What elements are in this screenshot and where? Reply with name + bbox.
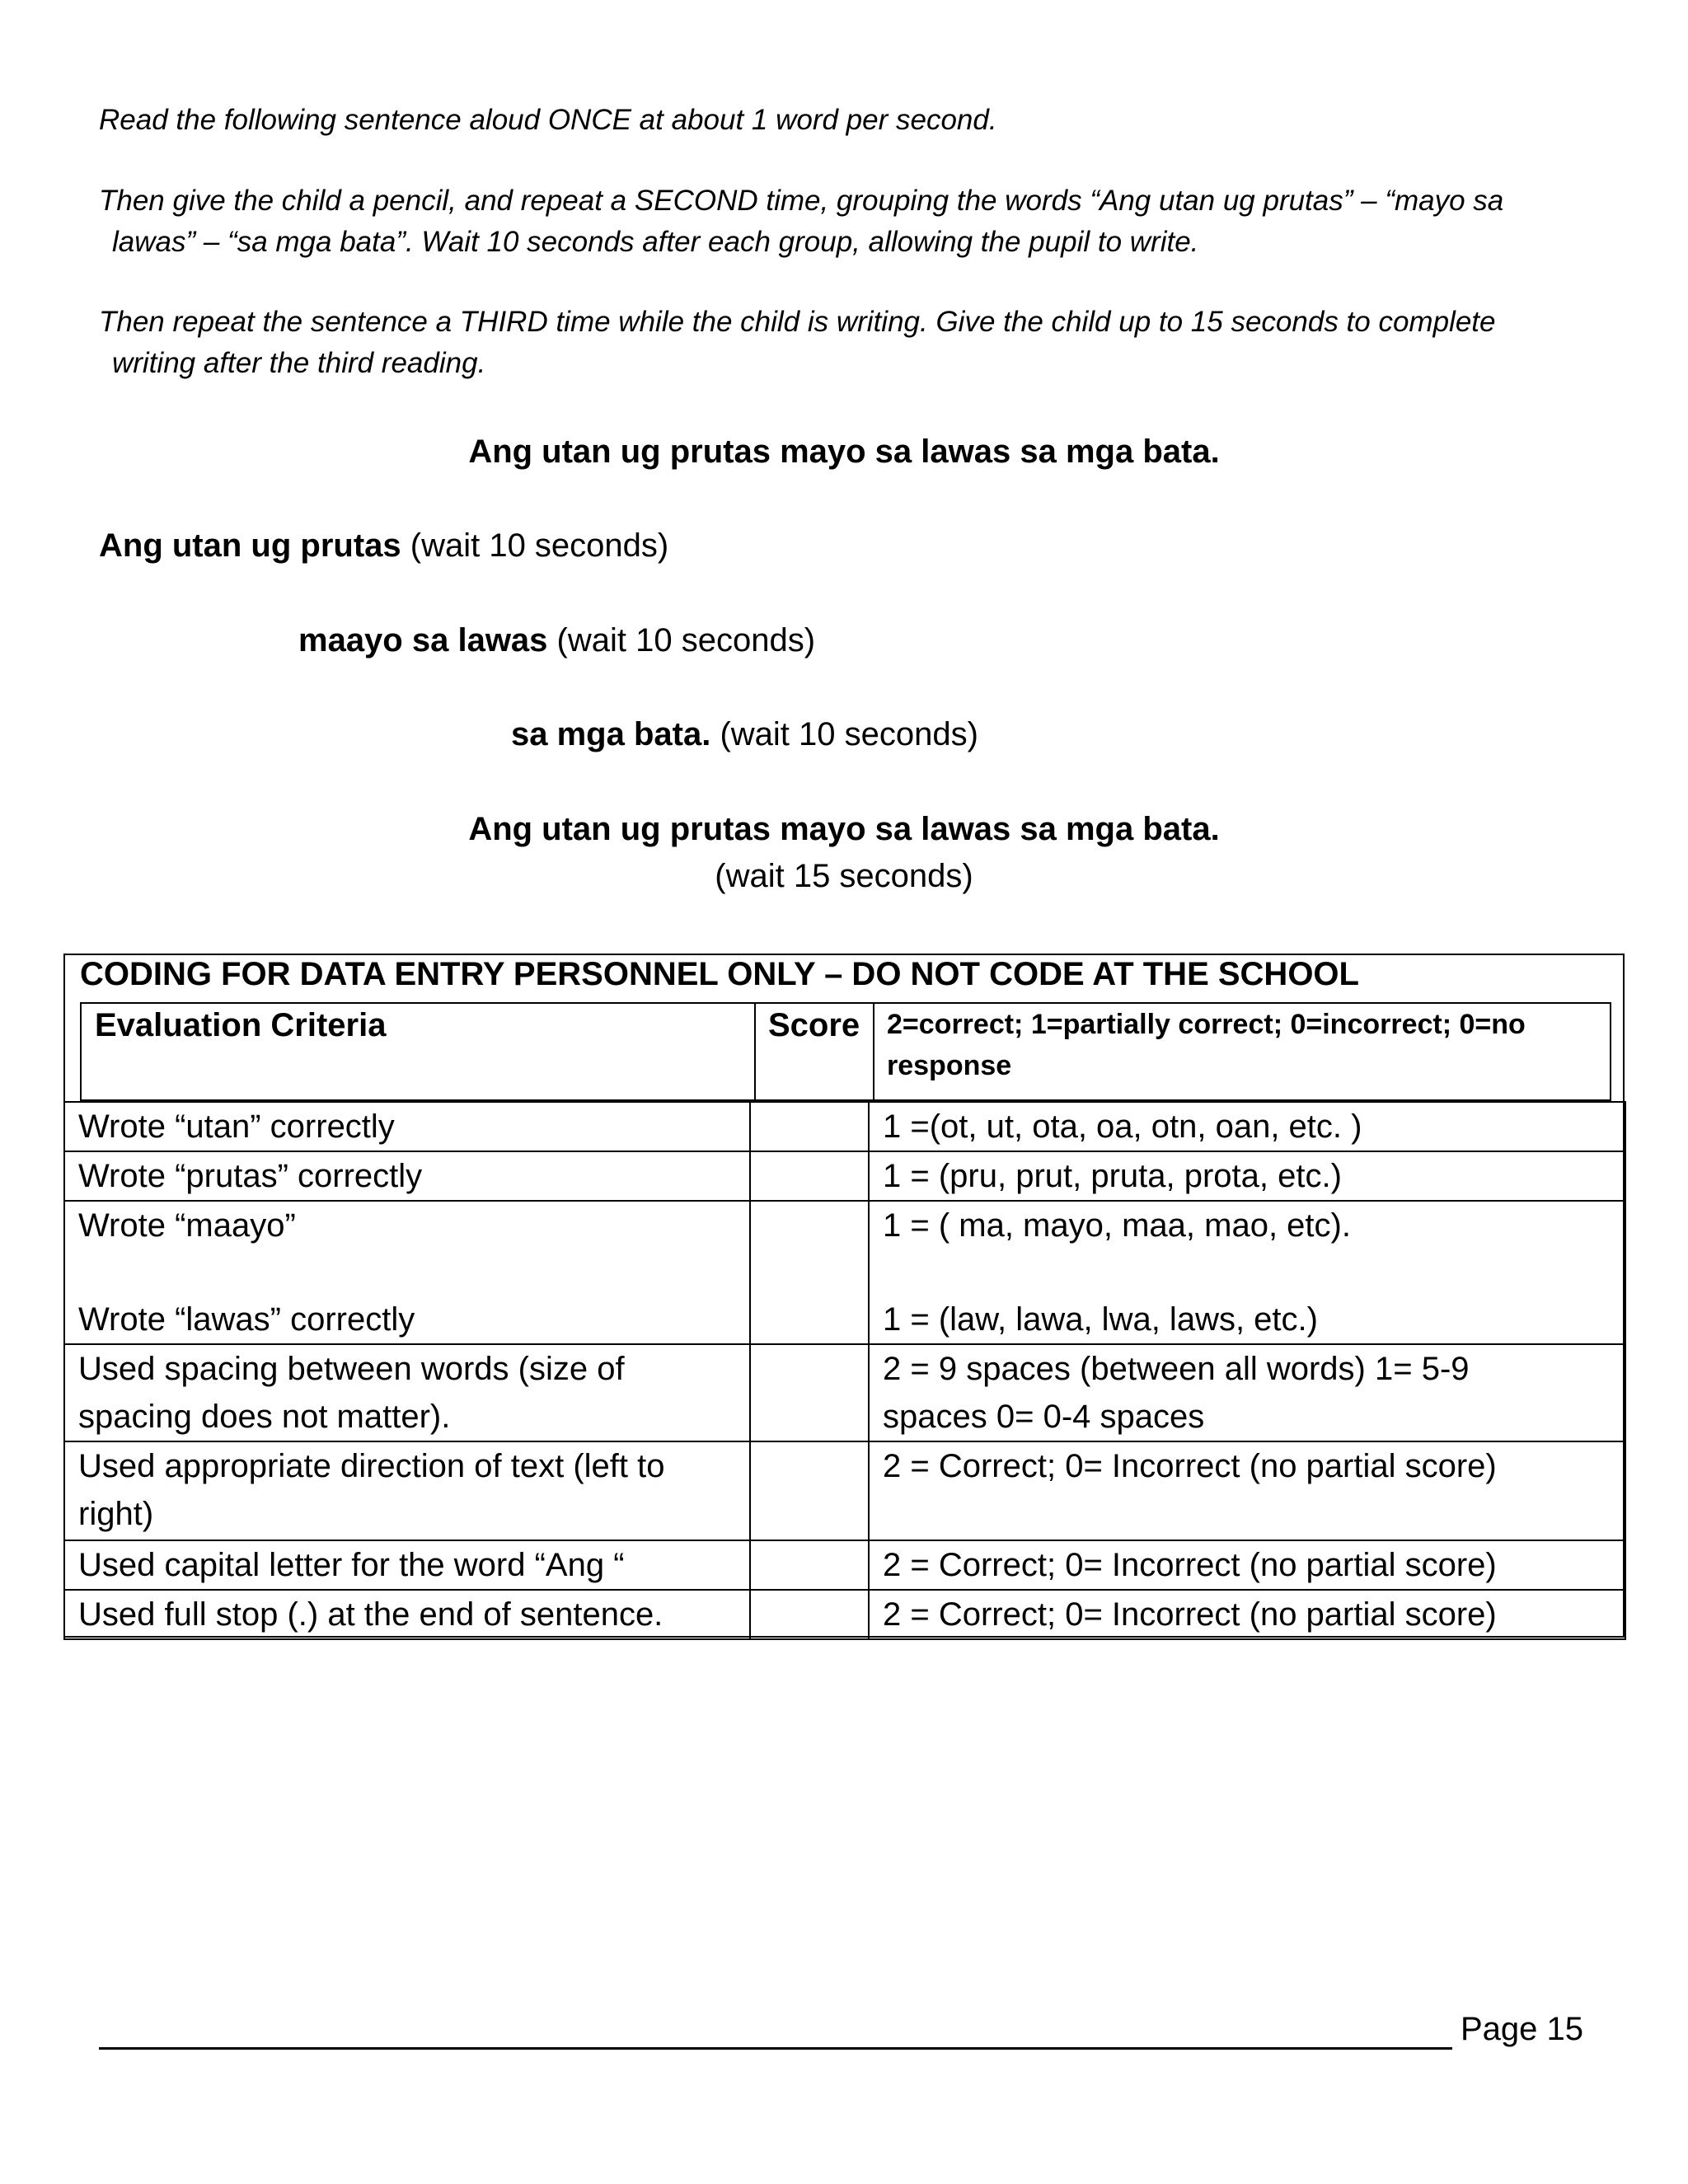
criteria-text: Used appropriate direction of text (left to bbox=[78, 1448, 665, 1484]
table-row bbox=[64, 1441, 1625, 1540]
group-3-wait: (wait 10 seconds) bbox=[710, 716, 978, 752]
criteria-cell bbox=[64, 1102, 750, 1151]
page-number: Page 15 bbox=[1461, 2011, 1584, 2047]
instruction-3 bbox=[99, 302, 1495, 384]
final-wait: (wait 15 seconds) bbox=[715, 858, 973, 894]
key-cell bbox=[869, 1441, 1625, 1540]
criteria-cell bbox=[64, 1201, 750, 1344]
key-text: 2 = Correct; 0= Incorrect (no partial score) bbox=[883, 1547, 1497, 1583]
header-key bbox=[887, 1004, 1526, 1086]
dictation-sentence: Ang utan ug prutas mayo sa lawas sa mga bata. bbox=[468, 434, 1220, 470]
key-text: 1 =(ot, ut, ota, oa, otn, oan, etc. ) bbox=[883, 1108, 1362, 1145]
key-text: 2 = 9 spaces (between all words) 1= 5-9 bbox=[883, 1351, 1470, 1387]
criteria-cell bbox=[64, 1344, 750, 1441]
coding-title: CODING FOR DATA ENTRY PERSONNEL ONLY – DO NOT CODE AT THE SCHOOL bbox=[80, 956, 1359, 992]
criteria-text: Used spacing between words (size of bbox=[78, 1351, 625, 1387]
spacer bbox=[78, 1249, 736, 1296]
final-sentence: Ang utan ug prutas mayo sa lawas sa mga bata. bbox=[468, 811, 1220, 847]
header-key-line-1: 2=correct; 1=partially correct; 0=incorrect; 0=no bbox=[887, 1009, 1526, 1040]
key-cell bbox=[869, 1540, 1625, 1590]
header-criteria: Evaluation Criteria bbox=[95, 1007, 387, 1043]
group-2 bbox=[298, 622, 815, 659]
key-text: 2 = Correct; 0= Incorrect (no partial score) bbox=[883, 1448, 1497, 1484]
score-cell[interactable] bbox=[750, 1441, 869, 1540]
criteria-text-2: right) bbox=[78, 1496, 154, 1532]
score-cell[interactable] bbox=[750, 1201, 869, 1344]
footer-rule bbox=[99, 2047, 1452, 2050]
score-cell[interactable] bbox=[750, 1151, 869, 1201]
group-1-words: Ang utan ug prutas bbox=[99, 527, 401, 564]
header-divider-2 bbox=[873, 1002, 874, 1101]
group-2-words: maayo sa lawas bbox=[298, 622, 548, 658]
score-cell[interactable] bbox=[750, 1590, 869, 1639]
key-cell bbox=[869, 1344, 1625, 1441]
table-row bbox=[64, 1102, 1625, 1151]
instruction-3-line-1: Then repeat the sentence a THIRD time while the child is writing. Give the child up to 15 seconds to complete bbox=[99, 306, 1496, 338]
criteria-text: Wrote “maayo” bbox=[78, 1207, 296, 1244]
group-3-words: sa mga bata. bbox=[511, 716, 711, 752]
table-row bbox=[64, 1540, 1625, 1590]
criteria-cell bbox=[64, 1540, 750, 1590]
instruction-2-line-1: Then give the child a pencil, and repeat a SECOND time, grouping the words “Ang utan ug prutas” – “mayo sa bbox=[99, 185, 1504, 217]
key-text-2: spaces 0= 0-4 spaces bbox=[883, 1399, 1205, 1435]
table-row bbox=[64, 1590, 1625, 1639]
score-cell[interactable] bbox=[750, 1344, 869, 1441]
header-divider-1 bbox=[754, 1002, 756, 1101]
table-row bbox=[64, 1344, 1625, 1441]
key-cell bbox=[869, 1151, 1625, 1201]
key-cell bbox=[869, 1201, 1625, 1344]
instruction-3-line-2: writing after the third reading. bbox=[112, 347, 486, 379]
header-score: Score bbox=[768, 1007, 860, 1043]
score-cell[interactable] bbox=[750, 1102, 869, 1151]
criteria-text-2: spacing does not matter). bbox=[78, 1399, 451, 1435]
spacer bbox=[883, 1249, 1611, 1296]
key-text: 2 = Correct; 0= Incorrect (no partial score) bbox=[883, 1596, 1497, 1633]
key-text: 1 = ( ma, mayo, maa, mao, etc). bbox=[883, 1207, 1351, 1244]
table-row bbox=[64, 1151, 1625, 1201]
group-1 bbox=[99, 527, 668, 565]
criteria-cell bbox=[64, 1590, 750, 1639]
key-text: 1 = (pru, prut, pruta, prota, etc.) bbox=[883, 1158, 1342, 1194]
instruction-2 bbox=[99, 180, 1503, 263]
evaluation-table bbox=[63, 1101, 1626, 1640]
criteria-text: Wrote “prutas” correctly bbox=[78, 1158, 423, 1194]
table-row bbox=[64, 1201, 1625, 1344]
group-3 bbox=[511, 716, 978, 753]
header-key-line-2: response bbox=[887, 1050, 1012, 1081]
key-text-2: 1 = (law, lawa, lwa, laws, etc.) bbox=[883, 1301, 1318, 1338]
key-cell bbox=[869, 1590, 1625, 1639]
criteria-text: Used capital letter for the word “Ang “ bbox=[78, 1547, 625, 1583]
instruction-1 bbox=[99, 100, 997, 141]
criteria-text: Used full stop (.) at the end of sentence. bbox=[78, 1596, 663, 1633]
criteria-text: Wrote “utan” correctly bbox=[78, 1108, 395, 1145]
instruction-2-line-2: lawas” – “sa mga bata”. Wait 10 seconds after each group, allowing the pupil to write. bbox=[112, 226, 1199, 258]
criteria-cell bbox=[64, 1441, 750, 1540]
criteria-cell bbox=[64, 1151, 750, 1201]
instruction-1-text: Read the following sentence aloud ONCE at about 1 word per second. bbox=[99, 104, 997, 136]
key-cell bbox=[869, 1102, 1625, 1151]
group-1-wait: (wait 10 seconds) bbox=[401, 527, 669, 564]
group-2-wait: (wait 10 seconds) bbox=[547, 622, 816, 658]
criteria-text-2: Wrote “lawas” correctly bbox=[78, 1301, 415, 1338]
score-cell[interactable] bbox=[750, 1540, 869, 1590]
